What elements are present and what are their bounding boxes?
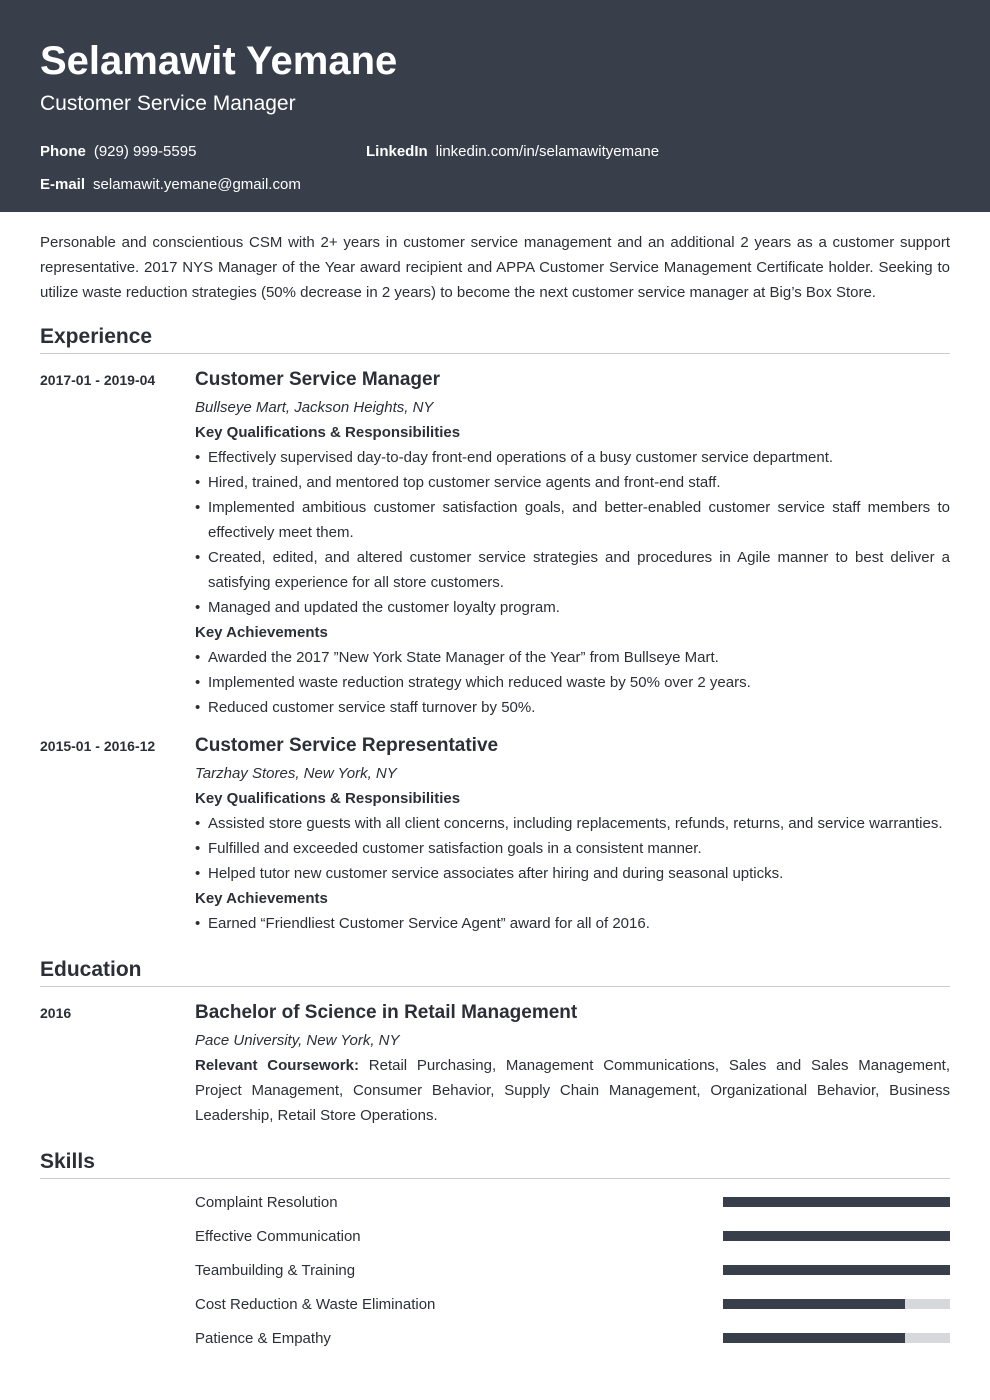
qualification-item: • Helped tutor new customer service associates after hiring and during seasonal upticks. bbox=[195, 861, 950, 886]
skills-heading: Skills bbox=[40, 1150, 950, 1179]
experience-entry bbox=[40, 734, 950, 936]
job-dates: 2015-01 - 2016-12 bbox=[40, 738, 156, 754]
skill-level-bar bbox=[723, 1299, 950, 1309]
experience-entry bbox=[40, 368, 950, 720]
skill-name: Cost Reduction & Waste Elimination bbox=[195, 1295, 436, 1313]
qualification-item: • Managed and updated the customer loyalty program. bbox=[195, 595, 950, 620]
achievements-list bbox=[195, 911, 950, 936]
candidate-title: Customer Service Manager bbox=[40, 92, 296, 115]
candidate-name bbox=[40, 38, 950, 84]
job-company: Tarzhay Stores, New York, NY bbox=[195, 765, 397, 782]
experience-list bbox=[40, 368, 950, 936]
education-body bbox=[195, 1001, 950, 1128]
resume-body bbox=[0, 230, 990, 1355]
contact-phone bbox=[40, 143, 196, 160]
coursework-list: Retail Purchasing, Management Communications, Sales and Sales Management, Project Management, Consumer Behavior, Supply Chain Management, Organizational Behavior, Business Leadership, Retail Store Operations. bbox=[195, 1057, 950, 1124]
contact-email bbox=[40, 176, 301, 193]
skill-row bbox=[40, 1253, 950, 1287]
last-name: Yemane bbox=[246, 39, 398, 83]
skill-row bbox=[40, 1287, 950, 1321]
experience-heading: Experience bbox=[40, 325, 950, 354]
education-heading: Education bbox=[40, 958, 950, 987]
linkedin-link[interactable]: linkedin.com/in/selamawityemane bbox=[435, 143, 660, 160]
qualification-item: • Created, edited, and altered customer service strategies and procedures in Agile manner to best deliver a satisfying experience for all store customers. bbox=[195, 545, 950, 595]
skill-row bbox=[40, 1321, 950, 1355]
coursework bbox=[195, 1053, 950, 1128]
achievement-item: • Earned “Friendliest Customer Service Agent” award for all of 2016. bbox=[195, 911, 950, 936]
skill-level-fill bbox=[723, 1231, 950, 1241]
skill-row bbox=[40, 1185, 950, 1219]
qualifications-list bbox=[195, 811, 950, 886]
email-label: E-mail bbox=[40, 176, 86, 193]
job-dates: 2017-01 - 2019-04 bbox=[40, 372, 156, 388]
skill-level-fill bbox=[723, 1333, 905, 1343]
job-body bbox=[195, 734, 950, 936]
first-name: Selamawit bbox=[40, 39, 236, 83]
phone-value[interactable]: (929) 999-5595 bbox=[93, 143, 197, 160]
skill-level-fill bbox=[723, 1299, 905, 1309]
school-name: Pace University, New York, NY bbox=[195, 1032, 400, 1049]
job-body bbox=[195, 368, 950, 720]
qualification-item: • Assisted store guests with all client concerns, including replacements, refunds, returns, and service warranties. bbox=[195, 811, 950, 836]
skill-level-bar bbox=[723, 1231, 950, 1241]
achievement-item: • Reduced customer service staff turnover by 50%. bbox=[195, 695, 950, 720]
skill-level-bar bbox=[723, 1197, 950, 1207]
skill-level-fill bbox=[723, 1265, 950, 1275]
degree-title: Bachelor of Science in Retail Management bbox=[195, 1002, 578, 1023]
email-link[interactable]: selamawit.yemane@gmail.com bbox=[93, 176, 301, 193]
skill-name: Complaint Resolution bbox=[195, 1193, 338, 1211]
skill-level-bar bbox=[723, 1333, 950, 1343]
contact-linkedin bbox=[366, 143, 659, 160]
skill-level-fill bbox=[723, 1197, 950, 1207]
qualification-item: • Effectively supervised day-to-day front-end operations of a busy customer service department. bbox=[195, 445, 950, 470]
coursework-label: Relevant Coursework: bbox=[195, 1057, 359, 1074]
summary: Personable and conscientious CSM with 2+ years in customer service management and an additional 2 years as a customer support representative. 2017 NYS Manager of the Year award recipient and APPA Customer Service Management Certificate holder. Seeking to utilize waste reduction strategies (50% decrease in 2 years) to become the next customer service manager at Big’s Box Store. bbox=[40, 234, 950, 301]
job-title: Customer Service Manager bbox=[195, 369, 440, 390]
achievement-item: • Implemented waste reduction strategy which reduced waste by 50% over 2 years. bbox=[195, 670, 950, 695]
skill-name: Patience & Empathy bbox=[195, 1329, 331, 1347]
qualifications-list bbox=[195, 445, 950, 620]
qualification-item: • Implemented ambitious customer satisfaction goals, and better-enabled customer service staff members to effectively meet them. bbox=[195, 495, 950, 545]
skill-name: Teambuilding & Training bbox=[195, 1261, 356, 1279]
skills-list bbox=[40, 1185, 950, 1355]
qualifications-heading: Key Qualifications & Responsibilities bbox=[195, 790, 461, 807]
skill-row bbox=[40, 1219, 950, 1253]
achievements-list bbox=[195, 645, 950, 720]
qualification-item: • Hired, trained, and mentored top customer service agents and front-end staff. bbox=[195, 470, 950, 495]
job-company: Bullseye Mart, Jackson Heights, NY bbox=[195, 399, 434, 416]
skill-name: Effective Communication bbox=[195, 1227, 361, 1245]
linkedin-label: LinkedIn bbox=[366, 143, 428, 160]
education-date: 2016 bbox=[40, 1005, 72, 1021]
achievements-heading: Key Achievements bbox=[195, 890, 328, 907]
qualification-item: • Fulfilled and exceeded customer satisfaction goals in a consistent manner. bbox=[195, 836, 950, 861]
resume-header bbox=[0, 0, 990, 212]
job-title: Customer Service Representative bbox=[195, 735, 499, 756]
qualifications-heading: Key Qualifications & Responsibilities bbox=[195, 424, 461, 441]
phone-label: Phone bbox=[40, 143, 86, 160]
achievements-heading: Key Achievements bbox=[195, 624, 328, 641]
skill-level-bar bbox=[723, 1265, 950, 1275]
achievement-item: • Awarded the 2017 ”New York State Manager of the Year” from Bullseye Mart. bbox=[195, 645, 950, 670]
education-entry bbox=[40, 1001, 950, 1128]
